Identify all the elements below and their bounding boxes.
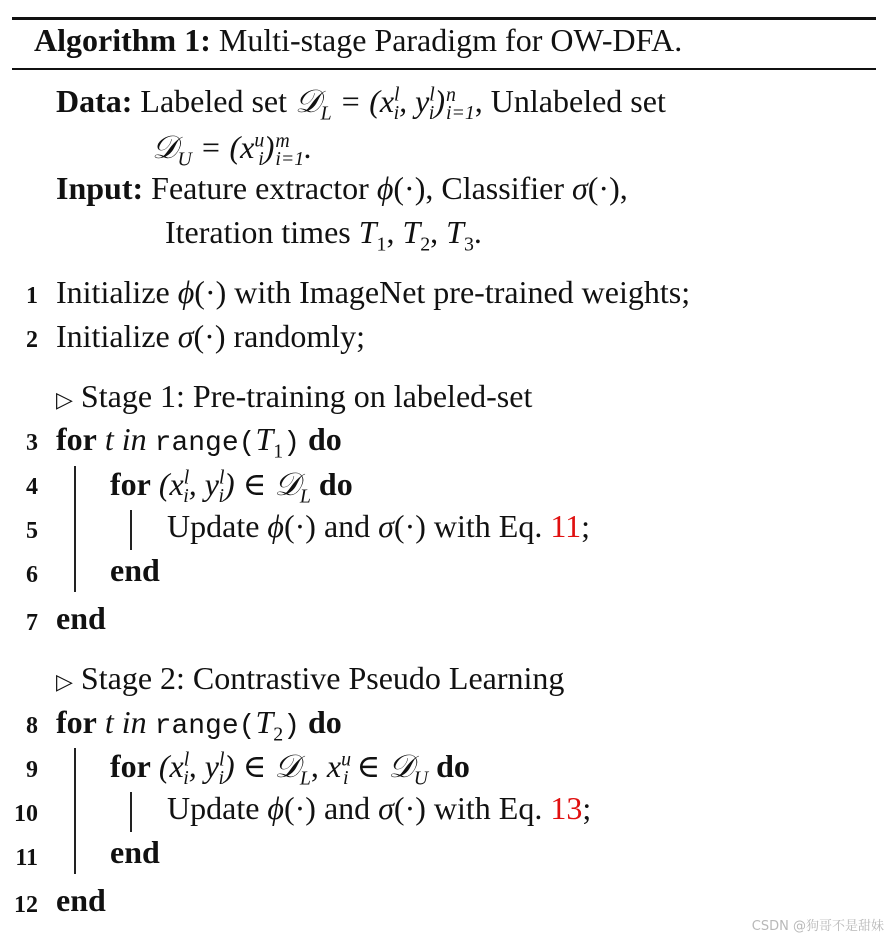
line-6: end (110, 552, 160, 588)
line-11: end (110, 834, 160, 870)
line-number-6: 6 (26, 562, 38, 588)
line-number-7: 7 (26, 610, 38, 636)
triangle-right-icon: ▷ (56, 387, 73, 412)
line-number-9: 9 (26, 757, 38, 783)
line-number-12: 12 (14, 892, 38, 918)
algorithm-title (34, 22, 682, 59)
sigma-symbol: σ (571, 170, 588, 206)
block-bar-outer-1 (74, 466, 76, 592)
line-number-3: 3 (26, 430, 38, 456)
labeled-set-formula: 𝒟$_L$ = ($x^l_i$, $y^l_i$) n i=1 (295, 82, 475, 125)
top-rule (12, 17, 876, 20)
input-keyword: Input: (56, 170, 144, 206)
stage1-comment: ▷ Stage 1: Pre-training on labeled-set (56, 378, 533, 414)
equation-ref-11[interactable]: 11 (550, 508, 582, 544)
data-keyword: Data: (56, 83, 133, 119)
data-line (56, 82, 666, 123)
line-number-2: 2 (26, 327, 38, 353)
line-4: for ($x^l_i$, $y^l_i$) ∈ 𝒟$_L$ do (110, 465, 353, 508)
line-3: for t in $range(T_1)$ do (56, 421, 342, 463)
algorithm-name: Multi-stage Paradigm for OW-DFA. (218, 22, 683, 58)
algorithm-label: Algorithm 1: (34, 22, 211, 58)
line-number-5: 5 (26, 518, 38, 544)
iteration-text: Iteration times (165, 214, 351, 250)
block-bar-outer-2 (74, 748, 76, 874)
line-9: for ($x^l_i$, $y^l_i$) ∈ 𝒟$_L$, $x^u_i$ ∈ 𝒟$_U$ do (110, 747, 470, 790)
line-5: Update ϕ(·) and σ(·) with Eq. 11; (167, 508, 591, 544)
block-bar-inner-2 (130, 792, 132, 832)
title-rule (12, 68, 876, 70)
phi-symbol: ϕ (376, 170, 394, 206)
labeled-set-text: Labeled set (140, 83, 288, 119)
line-number-4: 4 (26, 474, 38, 500)
comma: , (619, 170, 628, 206)
line-number-8: 8 (26, 713, 38, 739)
line-number-10: 10 (14, 801, 38, 827)
line-number-1: 1 (26, 283, 38, 309)
watermark: CSDN @狗哥不是甜妹 (751, 919, 884, 934)
line-2: Initialize σ(·) randomly; (56, 318, 365, 354)
block-bar-inner-1 (130, 510, 132, 550)
classifier-text: , Classifier (425, 170, 564, 206)
line-number-11: 11 (15, 845, 38, 871)
input-line: Input: Feature extractor ϕ(·), Classifier σ(·), (56, 170, 628, 206)
feature-extractor-text: Feature extractor (151, 170, 369, 206)
line-8: for t in $range(T_2)$ do (56, 704, 342, 746)
equation-ref-13[interactable]: 13 (550, 790, 583, 826)
line-10: Update ϕ(·) and σ(·) with Eq. 13; (167, 790, 592, 826)
stage2-comment: ▷ Stage 2: Contrastive Pseudo Learning (56, 660, 565, 696)
unlabeled-set-formula: 𝒟$_U$ = $(x^u_i)$ m i=1 . (152, 128, 313, 171)
triangle-right-icon: ▷ (56, 669, 73, 694)
unlabeled-set-text: , Unlabeled set (474, 83, 666, 119)
line-7: end (56, 600, 106, 636)
line-12: end (56, 882, 106, 918)
line-1: Initialize ϕ(·) with ImageNet pre-trained weights; (56, 274, 691, 310)
iteration-line: Iteration times $T_1$, $T_2$, $T_3$. (165, 214, 482, 256)
